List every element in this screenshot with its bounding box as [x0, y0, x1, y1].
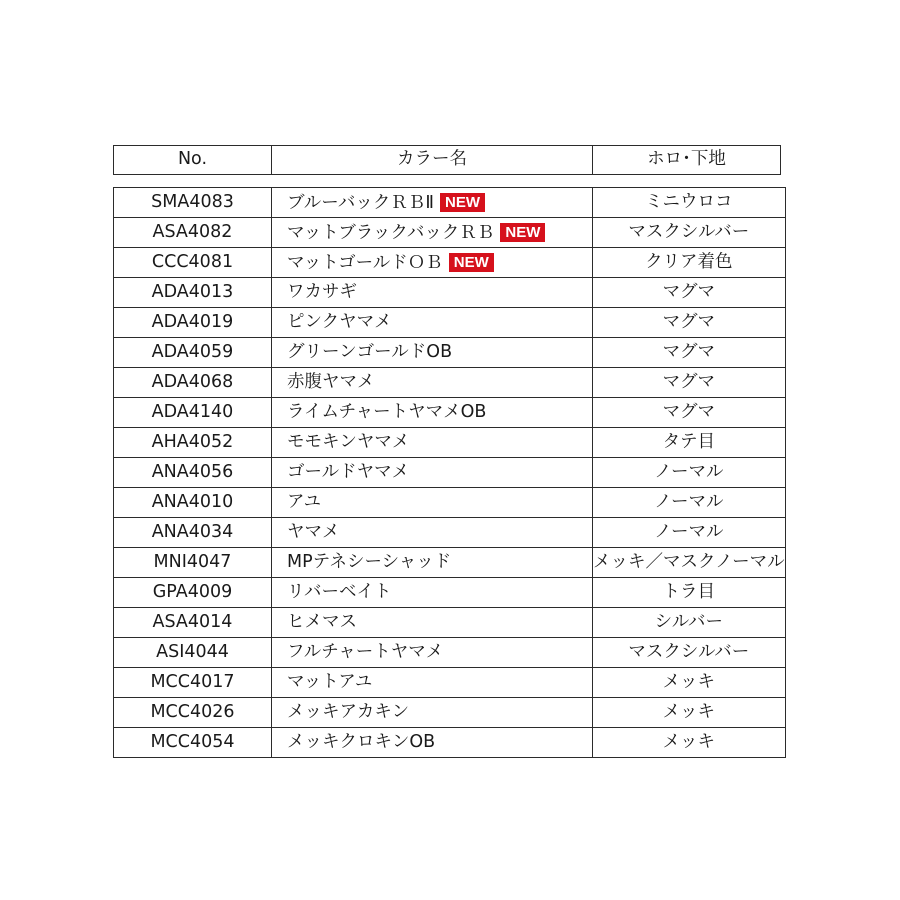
holo-base: ノーマル	[593, 458, 786, 488]
color-name: マットアユ	[287, 671, 373, 692]
color-name: マットゴールドＯＢ	[287, 252, 443, 273]
color-name-cell	[272, 338, 593, 368]
color-name-cell	[272, 428, 593, 458]
holo-base: マスクシルバー	[593, 638, 786, 668]
color-name-cell	[272, 248, 593, 278]
color-name-cell	[272, 188, 593, 218]
table-row	[114, 518, 786, 548]
holo-base: ミニウロコ	[593, 188, 786, 218]
table-row	[114, 488, 786, 518]
color-name-cell	[272, 728, 593, 758]
color-name: マットブラックバックＲＢ	[287, 222, 495, 243]
color-number: ADA4059	[114, 338, 272, 368]
color-number: SMA4083	[114, 188, 272, 218]
header-color-name: カラー名	[272, 146, 593, 175]
color-number: ADA4019	[114, 308, 272, 338]
table-row	[114, 728, 786, 758]
color-number: ANA4056	[114, 458, 272, 488]
color-name-cell	[272, 668, 593, 698]
color-name-cell	[272, 278, 593, 308]
color-name: メッキクロキンOB	[287, 731, 436, 752]
holo-base: タテ目	[593, 428, 786, 458]
table-row	[114, 368, 786, 398]
color-name-cell	[272, 578, 593, 608]
header-holo: ホロ･下地	[593, 146, 781, 175]
color-number: MNI4047	[114, 548, 272, 578]
color-name: ピンクヤマメ	[287, 311, 392, 332]
color-number: AHA4052	[114, 428, 272, 458]
holo-base: マグマ	[593, 338, 786, 368]
color-name: ブルーバックＲＢⅡ	[287, 192, 435, 213]
table-row	[114, 188, 786, 218]
table-row	[114, 218, 786, 248]
color-name-cell	[272, 488, 593, 518]
color-name: ワカサギ	[287, 281, 357, 302]
color-name-cell	[272, 548, 593, 578]
color-name: リバーベイト	[287, 581, 392, 602]
color-name: グリーンゴールドOB	[287, 341, 453, 362]
color-number: MCC4026	[114, 698, 272, 728]
color-number: ASI4044	[114, 638, 272, 668]
color-table-body	[114, 188, 786, 758]
color-number: ADA4013	[114, 278, 272, 308]
color-name-cell	[272, 368, 593, 398]
holo-base: マグマ	[593, 308, 786, 338]
color-number: ASA4014	[114, 608, 272, 638]
color-name: MPテネシーシャッド	[287, 551, 452, 572]
table-row	[114, 308, 786, 338]
new-badge: NEW	[449, 253, 494, 272]
table-row	[114, 608, 786, 638]
color-number: ANA4010	[114, 488, 272, 518]
color-name: 赤腹ヤマメ	[287, 371, 375, 392]
holo-base: マグマ	[593, 368, 786, 398]
color-name: モモキンヤマメ	[287, 431, 410, 452]
holo-base: マスクシルバー	[593, 218, 786, 248]
holo-base: マグマ	[593, 398, 786, 428]
color-number: CCC4081	[114, 248, 272, 278]
table-row	[114, 278, 786, 308]
table-row	[114, 638, 786, 668]
holo-base: マグマ	[593, 278, 786, 308]
table-row	[114, 458, 786, 488]
color-number: ADA4140	[114, 398, 272, 428]
holo-base: シルバー	[593, 608, 786, 638]
color-name: ライムチャートヤマメOB	[287, 401, 487, 422]
color-name: ゴールドヤマメ	[287, 461, 410, 482]
new-badge: NEW	[440, 193, 485, 212]
color-number: MCC4017	[114, 668, 272, 698]
table-row	[114, 398, 786, 428]
header-row	[114, 146, 781, 175]
holo-base: トラ目	[593, 578, 786, 608]
color-name: メッキアカキン	[287, 701, 410, 722]
color-number: ASA4082	[114, 218, 272, 248]
color-name-cell	[272, 218, 593, 248]
color-name: ヤマメ	[287, 521, 340, 542]
table-row	[114, 548, 786, 578]
table-row	[114, 578, 786, 608]
color-table	[113, 187, 786, 758]
table-row	[114, 338, 786, 368]
holo-base: メッキ	[593, 698, 786, 728]
new-badge: NEW	[500, 223, 545, 242]
header-no: No.	[114, 146, 272, 175]
holo-base: ノーマル	[593, 488, 786, 518]
color-name-cell	[272, 608, 593, 638]
color-name-cell	[272, 638, 593, 668]
holo-base: ノーマル	[593, 518, 786, 548]
holo-base: クリア着色	[593, 248, 786, 278]
table-row	[114, 248, 786, 278]
color-name-cell	[272, 698, 593, 728]
header-table	[113, 145, 781, 175]
color-name-cell	[272, 458, 593, 488]
color-name: ヒメマス	[287, 611, 357, 632]
color-name: フルチャートヤマメ	[287, 641, 444, 662]
color-number: ANA4034	[114, 518, 272, 548]
color-name-cell	[272, 398, 593, 428]
holo-base: メッキ	[593, 728, 786, 758]
color-name-cell	[272, 518, 593, 548]
color-name: アユ	[287, 491, 322, 512]
color-number: ADA4068	[114, 368, 272, 398]
table-row	[114, 428, 786, 458]
holo-base: メッキ／マスクノーマル	[593, 548, 786, 578]
color-number: GPA4009	[114, 578, 272, 608]
table-row	[114, 668, 786, 698]
table-row	[114, 698, 786, 728]
color-number: MCC4054	[114, 728, 272, 758]
holo-base: メッキ	[593, 668, 786, 698]
color-name-cell	[272, 308, 593, 338]
